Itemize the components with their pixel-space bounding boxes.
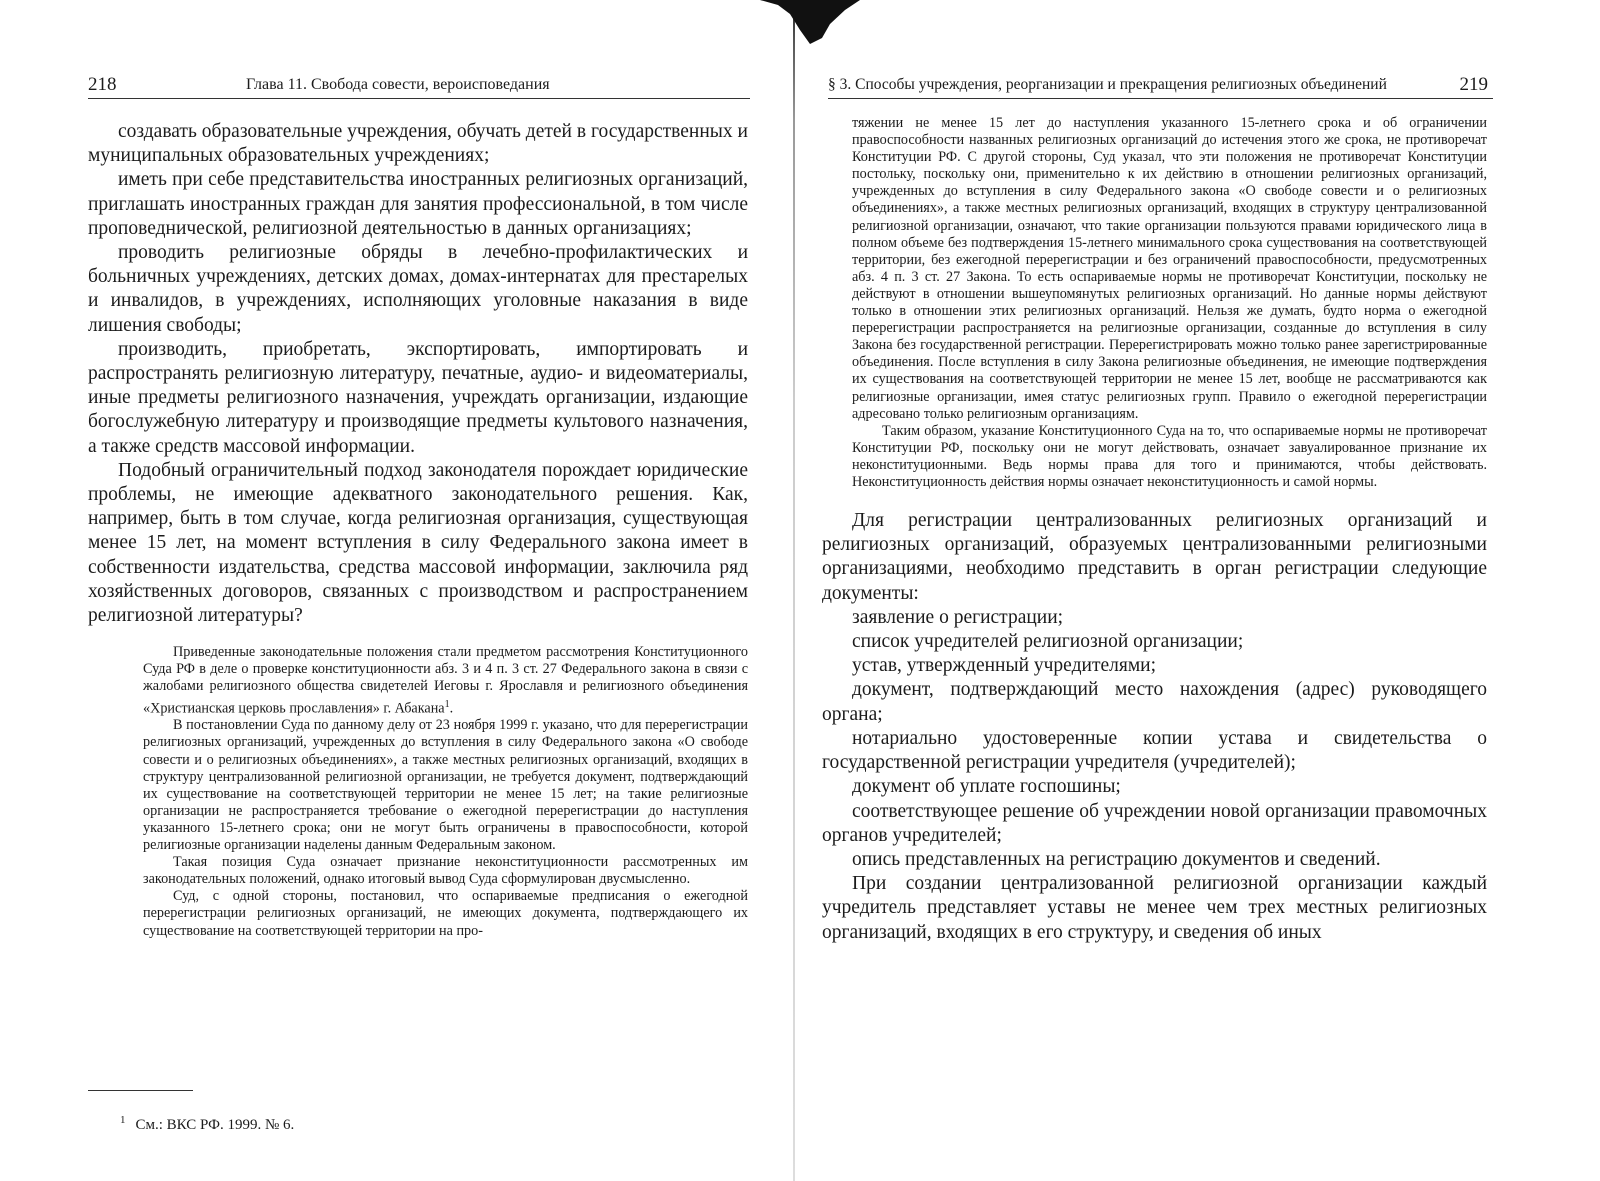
right-running-header [828, 72, 1488, 98]
left-big-paragraph: проводить религиозные обряды в лечебно-профилактических и больничных учреждениях, детских домах, домах-интернатах для престарелых и инвалидов, в учреждениях, исполняющих уголовные наказания в виде лишения свободы; [88, 242, 748, 336]
left-running-header [88, 72, 758, 98]
left-running-head-title: Глава 11. Свобода совести, вероисповедания [246, 76, 550, 93]
right-text-column [822, 115, 1487, 945]
left-small-paragraph-text: Приведенные законодательные положения стали предметом рассмотрения Конституционного Суда РФ в деле о проверке конституционности абз. 3 и 4 п. 3 ст. 27 Федерального закона в связи с жалобами религиозного общества свидетелей Иеговы г. Ярославля и религиозного объединения «Христианская церковь прославления» г. Абакана [143, 644, 748, 717]
document-list-item: устав, утвержденный учредителями; [852, 655, 1157, 677]
footnote-reference: 1 [444, 698, 450, 710]
book-gutter [793, 0, 795, 1181]
footnote-ref-period: . [449, 700, 454, 717]
footnote-rule [88, 1090, 193, 1091]
right-header-rule [828, 98, 1493, 99]
left-page-number: 218 [88, 74, 117, 95]
left-big-paragraph: иметь при себе представительства иностранных религиозных организаций, приглашать иностранных граждан для занятия профессиональной, в том числе проповеднической, религиозной деятельностью в данных организациях; [88, 169, 748, 239]
document-list-item: список учредителей религиозной организации; [852, 631, 1244, 653]
registration-intro-paragraph: Для регистрации централизованных религиозных организаций и религиозных организаций, образуемых централизованными религиозными организациями, необходимо представить в орган регистрации следующие документы: [822, 510, 1487, 604]
left-big-paragraph: создавать образовательные учреждения, обучать детей в государственных и муниципальных образовательных учреждениях; [88, 121, 748, 167]
closing-paragraph: При создании централизованной религиозной организации каждый учредитель представляет уставы не менее чем трех местных религиозных организаций, входящих в его структуру, и сведения об иных [822, 873, 1487, 943]
right-main-text [822, 509, 1487, 945]
right-page [800, 0, 1600, 1181]
document-list-item: документ, подтверждающий место нахождения (адрес) руководящего органа; [822, 679, 1487, 725]
right-small-paragraph: Таким образом, указание Конституционного Суда на то, что оспариваемые нормы не противоречат Конституции РФ, поскольку они не могут действовать, означает завуалированное признание их неконституционными. Ведь нормы права для того и принимаются, чтобы действовать. Неконституционность действия нормы означает неконституционность и самой нормы. [852, 422, 1487, 490]
left-page [0, 0, 790, 1181]
left-small-paragraph: Суд, с одной стороны, постановил, что оспариваемые предписания о ежегодной перерегистрации религиозных организаций, не имеющих документа, подтверждающего их существование на соответствующей территории на про- [143, 888, 748, 939]
left-header-rule [88, 98, 750, 99]
right-small-print-block [852, 115, 1487, 491]
right-small-paragraph: тяжении не менее 15 лет до наступления указанного 15-летнего срока и об ограничении правоспособности названных религиозных организаций до истечения этого же срока, не противоречат Конституции РФ. С другой стороны, Суд указал, что эти положения не противоречат Конституции постольку, поскольку они, применительно к их действию в отношении религиозных организаций, учрежденных до вступления в силу Федерального закона «О свободе совести и о религиозных объединениях», а также местных религиозных организаций, входящих в структуру централизованной религиозной организации, означают, что такие организации пользуются правами юридического лица в полном объеме без подтверждения 15-летнего минимального срока существования на соответствующей территории, без ежегодной перерегистрации и без ограничений правоспособности, предусмотренных абз. 4 п. 3 ст. 27 Закона. То есть оспариваемые нормы не противоречат Конституции, поскольку не действуют в отношении вышеупомянутых религиозных организаций. Но данные нормы действуют только в отношении этих религиозных организаций. Нельзя же думать, будто норма о ежегодной перерегистрации распространяется на религиозные организации, созданные до вступления в силу Закона без государственной регистрации. Перерегистрировать можно только ранее зарегистрированные объединения. После вступления в силу Закона религиозные объединения, не имеющие подтверждения их существования на соответствующей территории не менее 15 лет, вообще не рассматриваются как религиозные организации, имея статус религиозных групп. Правило о ежегодной перерегистрации адресовано только религиозным организациям. [852, 115, 1487, 422]
document-list-item: документ об уплате госпошины; [852, 776, 1121, 798]
footnote-text: См.: ВКС РФ. 1999. № 6. [135, 1117, 295, 1133]
document-list-item: соответствующее решение об учреждении новой организации правомочных органов учредителей; [822, 800, 1487, 846]
left-small-paragraph: Такая позиция Суда означает признание неконституционности рассмотренных им законодательных положений, однако итоговый вывод Суда сформулирован двусмысленно. [143, 854, 748, 888]
footnote-mark: 1 [120, 1114, 126, 1126]
left-text-column [88, 120, 748, 940]
footnote [120, 1111, 294, 1134]
left-big-paragraph: Подобный ограничительный подход законодателя порождает юридические проблемы, не имеющие адекватного законодательного решения. Как, например, быть в том случае, когда религиозная организация, существующая менее 15 лет, на момент вступления в силу Федерального закона имеет в собственности издательства, средства массовой информации, заключила ряд хозяйственных договоров, связанных с производством и распространением религиозной литературы? [88, 459, 748, 627]
left-small-paragraph [143, 644, 748, 717]
left-small-paragraph: В постановлении Суда по данному делу от 23 ноября 1999 г. указано, что для перерегистрации религиозных организаций, учрежденных до вступления в силу Федерального закона «О свободе совести и о религиозных объединениях», а также местных религиозных организаций, входящих в структуру централизованной религиозной организации, не требуется документ, подтверждающий их существование на соответствующей территории не менее 15 лет; на такие религиозные организации не распространяется требование о ежегодной перерегистрации до наступления указанного 15-летнего срока; они не могут быть ограничены в правоспособности, которой религиозные организации наделены данным Федеральным законом. [143, 717, 748, 854]
left-small-print-block [143, 644, 748, 939]
left-big-paragraph: производить, приобретать, экспортировать, импортировать и распространять религиозную литературу, печатные, аудио- и видеоматериалы, иные предметы религиозного назначения, учреждать организации, издающие богослужебную литературу и производящие предметы культового назначения, а также средств массовой информации. [88, 338, 748, 457]
document-list-item: заявление о регистрации; [852, 606, 1064, 628]
document-list-item: опись представленных на регистрацию документов и сведений. [852, 848, 1381, 870]
right-page-number: 219 [1459, 74, 1488, 95]
right-running-head-title: § 3. Способы учреждения, реорганизации и прекращения религиозных объединений [828, 76, 1387, 93]
document-list-item: нотариально удостоверенные копии устава и свидетельства о государственной регистрации учредителя (учредителей); [822, 727, 1487, 774]
